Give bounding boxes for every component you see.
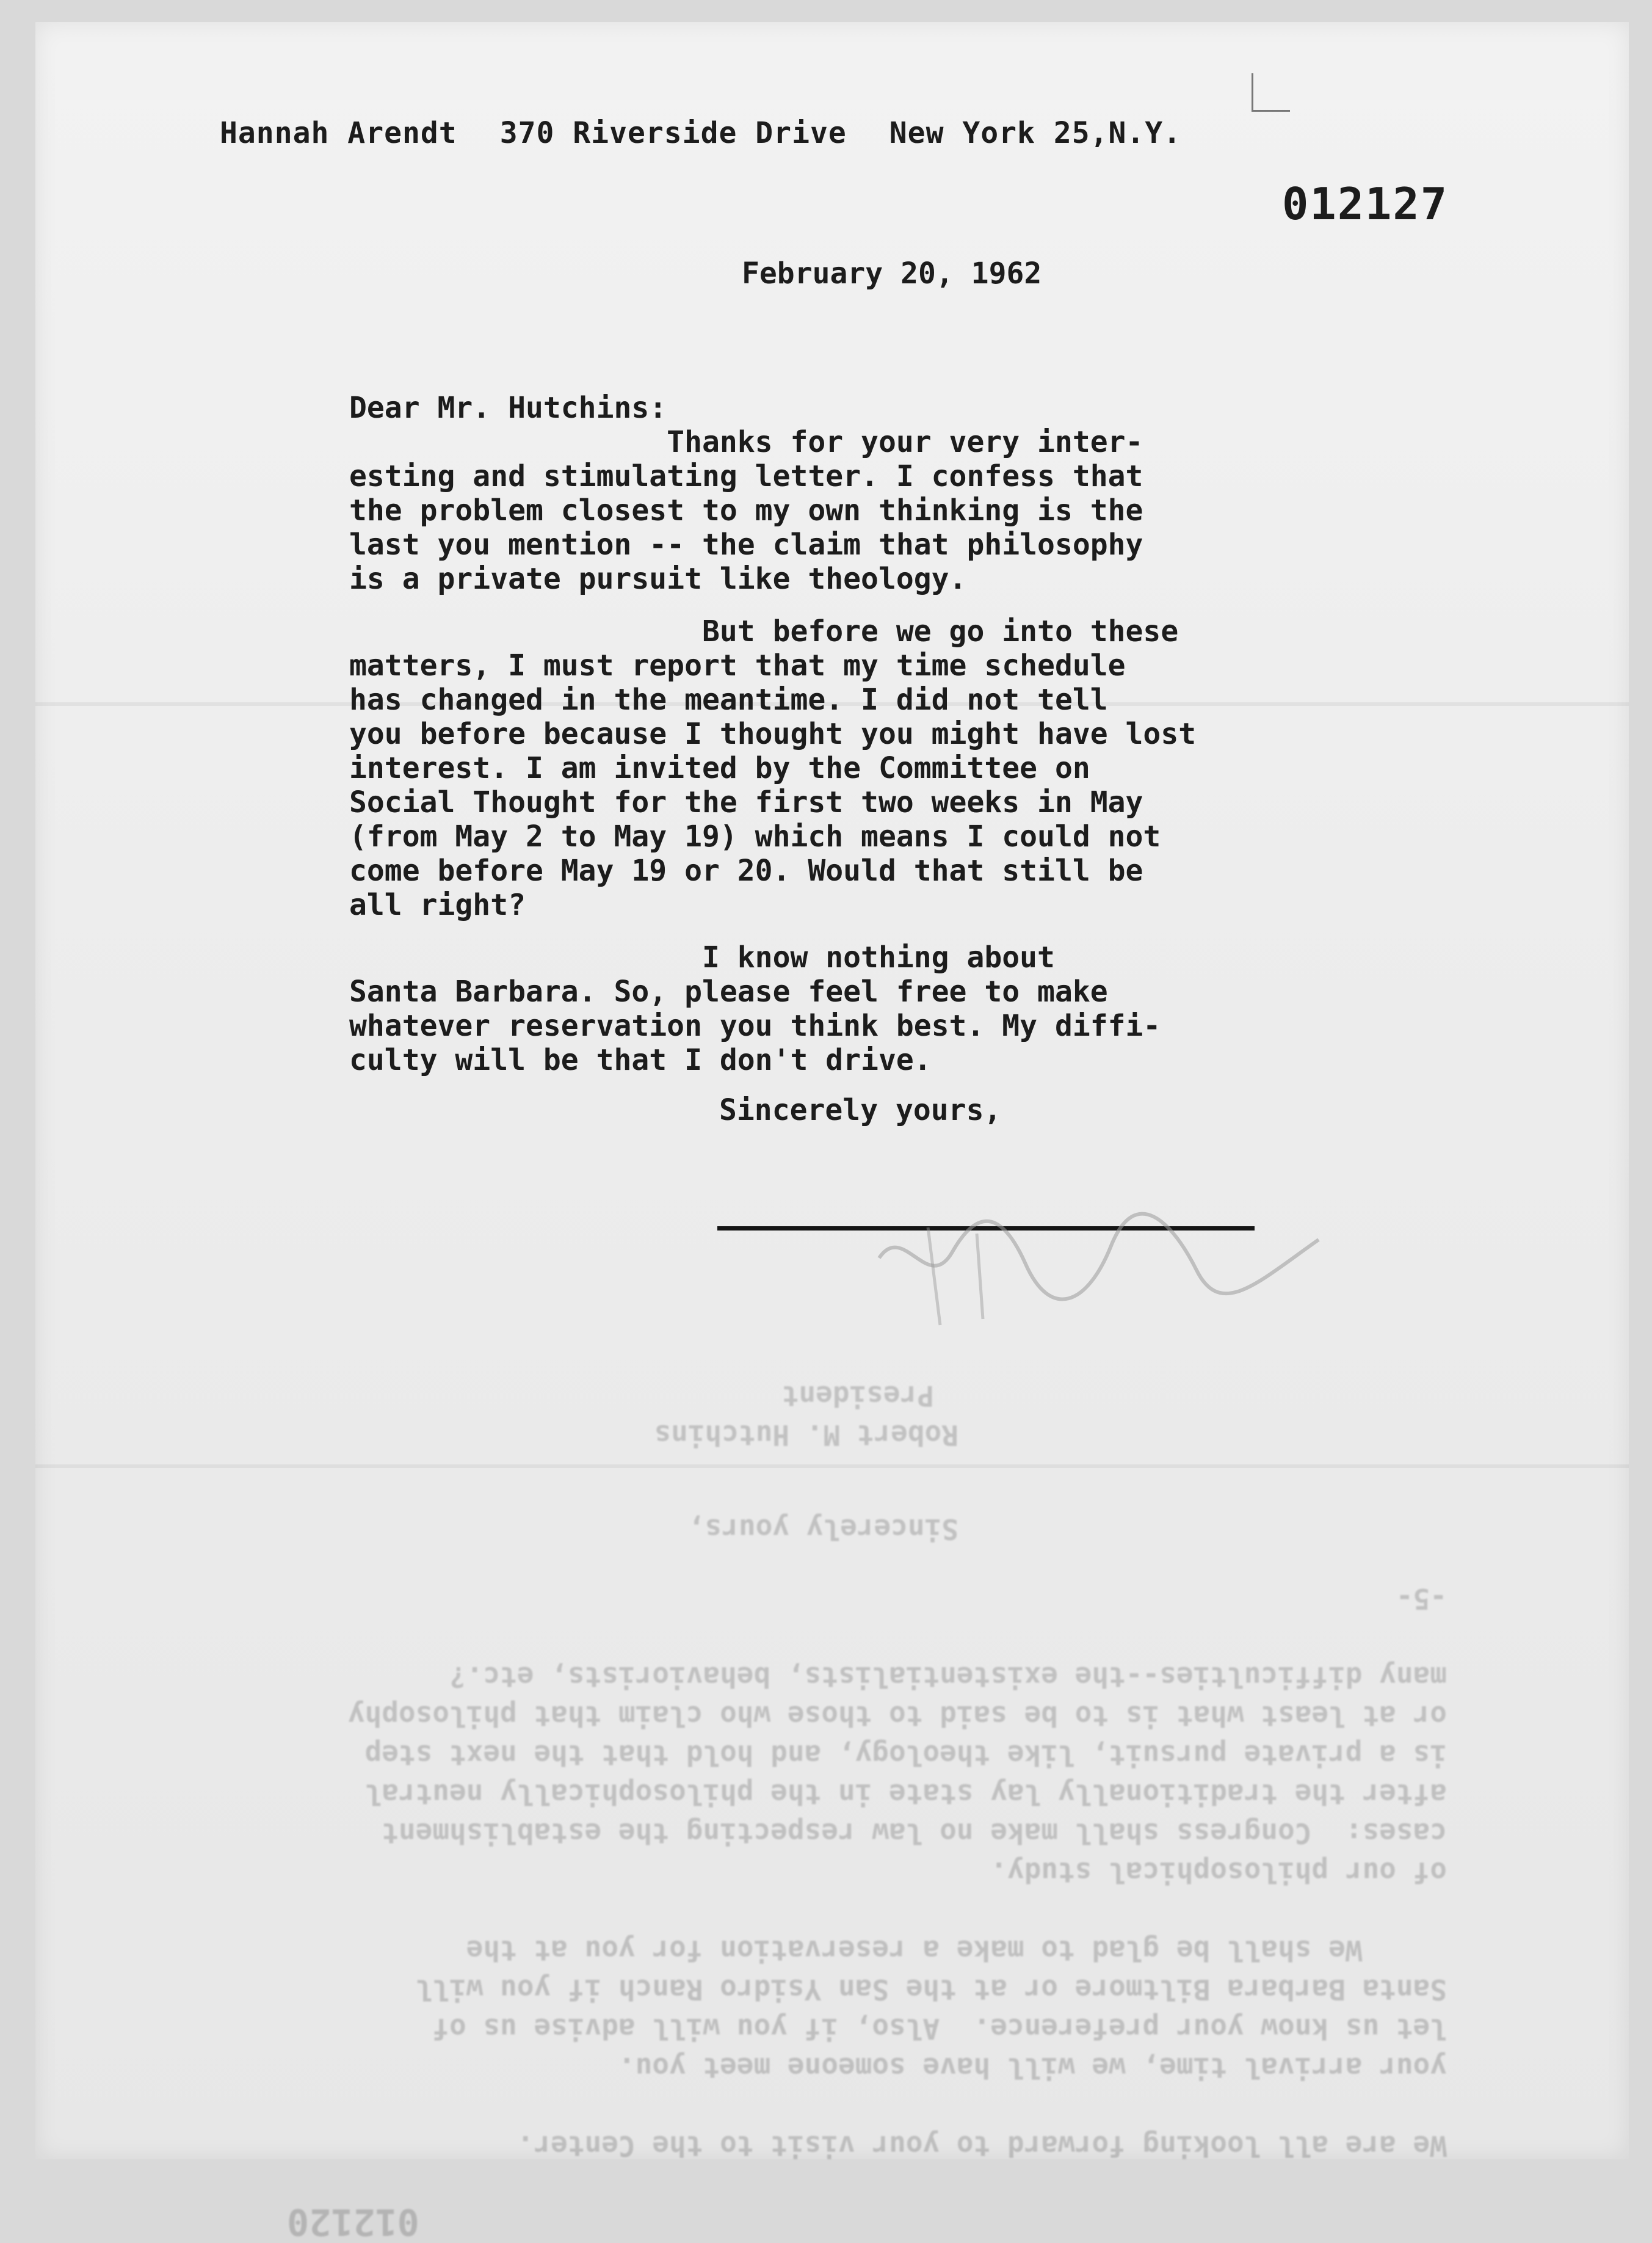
paragraphs [349,425,1196,1096]
bleed-line: is a private pursuit, like theology, and hold that the next step [364,1739,1447,1772]
bleed-line [287,1618,1447,1657]
body-line: interest. I am invited by the Committee on [349,751,1090,785]
body-line: (from May 2 to May 19) which means I could not [349,820,1161,854]
bleed-line: or at least what is to be said to those who claim that philosophy [347,1700,1447,1732]
closing: Sincerely yours, [719,1093,1002,1127]
corner-bracket-mark [1252,73,1290,112]
bleed-line: your arrival time, we will have someone meet you. [618,2051,1447,2084]
bleed-line: Santa Barbara Biltmore or at the San Ysidro Ranch if you will [415,1973,1447,2006]
sender-name: Hannah Arendt [220,116,457,150]
bleed-line: -5- [1396,1582,1447,1615]
body-line: esting and stimulating letter. I confess that [349,459,1143,493]
body-line: whatever reservation you think best. My diffi- [349,1009,1161,1043]
bleed-line: let us know your preference. Also, if you will advise us of [432,2012,1447,2045]
paragraph-gap [349,922,1196,940]
bleed-line: after the traditionally lay state in the philosophically neutral [364,1778,1447,1811]
body-line: all right? [349,888,526,922]
bleed-signature-title: President [781,1380,934,1412]
body-line: you before because I thought you might have lost [349,717,1197,751]
body-line: I know nothing about [349,940,1055,975]
bleed-through-text [287,1295,1447,2241]
letter-date: February 20, 1962 [742,256,1042,291]
body-line: Thanks for your very inter- [349,425,1143,459]
sender-city: New York 25,N.Y. [889,116,1182,150]
bleed-closing: Sincerely yours, [687,1513,958,1546]
body-line: matters, I must report that my time schedule [349,649,1126,683]
document-number: 012127 [1282,178,1449,230]
body-line: last you mention -- the claim that philosophy [349,528,1143,562]
body-line: has changed in the meantime. I did not tell [349,683,1108,717]
body-line: is a private pursuit like theology. [349,562,967,596]
bleed-line: many difficulties--the existentialists, behaviorists, etc.? [449,1660,1447,1693]
body-line: the problem closest to my own thinking is the [349,493,1143,528]
letter-body [349,391,1196,1096]
body-line: culty will be that I don't drive. [349,1043,932,1077]
bleed-line: We are all looking forward to your visit to the Center. [516,2129,1447,2162]
body-line: Santa Barbara. So, please feel free to make [349,975,1108,1009]
body-line: come before May 19 or 20. Would that still be [349,854,1143,888]
bleed-page-number: 012120 [287,2200,419,2243]
body-line: Social Thought for the first two weeks in May [349,785,1143,820]
bleed-line: of our philosophical study. [990,1856,1447,1889]
bleed-signature-name: Robert M. Hutchins [654,1419,958,1452]
signature-scrawl [855,1185,1355,1343]
bleed-lines [287,1579,1447,2165]
bleed-line [287,2087,1447,2126]
salutation: Dear Mr. Hutchins: [349,391,667,425]
bleed-line [287,1892,1447,1931]
sender-street: 370 Riverside Drive [499,116,847,150]
paragraph-gap [349,596,1196,614]
bleed-line: We shall be glad to make a reservation for you at the [466,1934,1447,1967]
bleed-line: cases: Congress shall make no law respecting the establishment [382,1817,1447,1850]
body-line: But before we go into these [349,614,1179,649]
letterhead [220,116,1181,150]
